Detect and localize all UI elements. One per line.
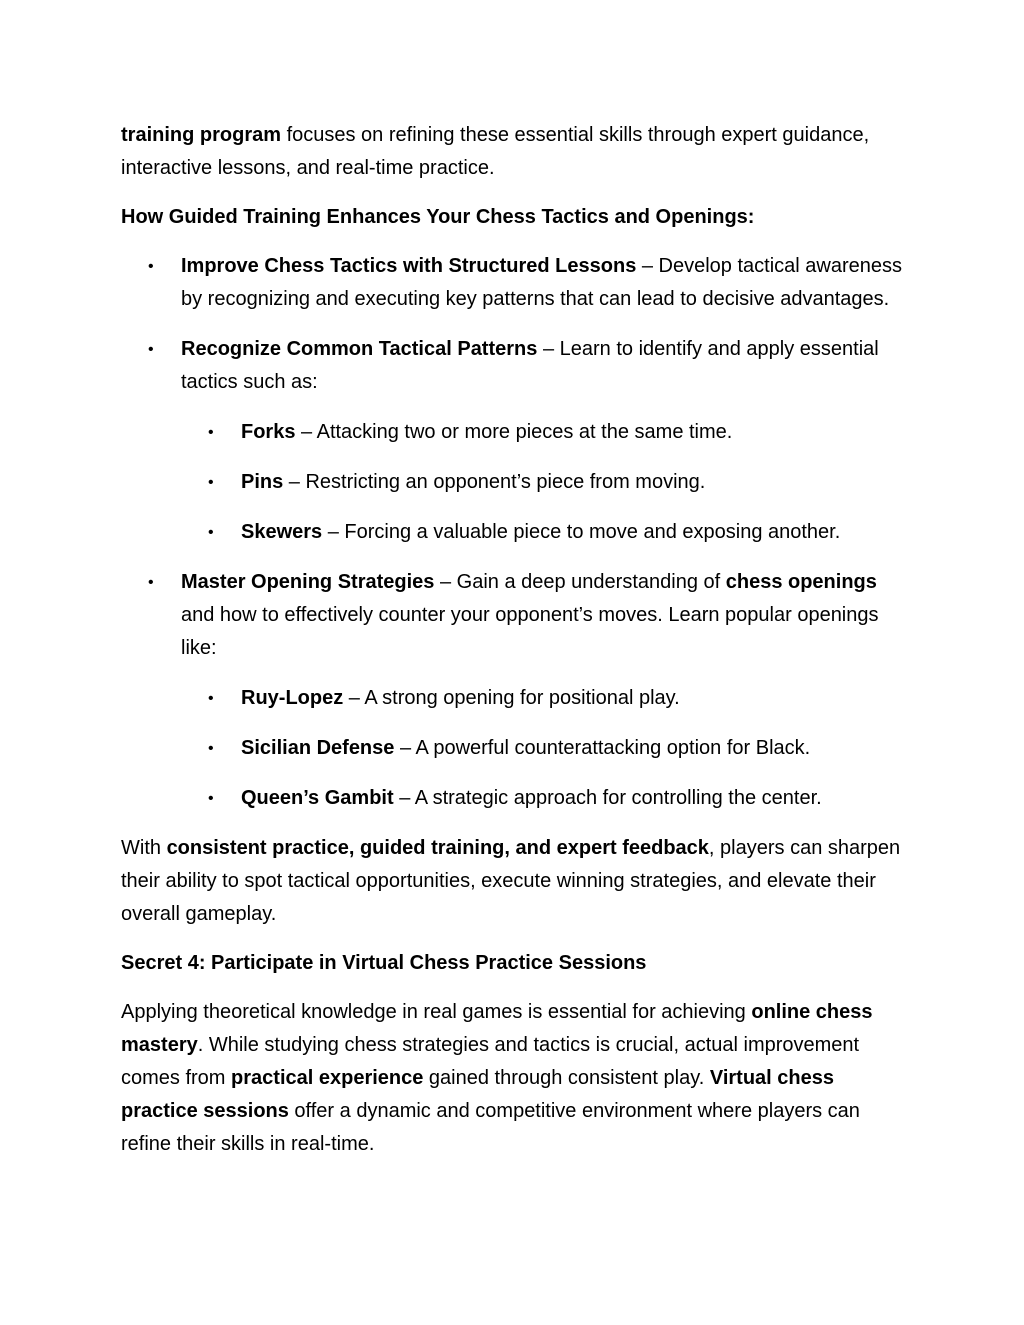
sublist-item-title: Pins [241, 471, 284, 493]
secret4-text: gained through consistent play. [423, 1067, 710, 1089]
secret4-paragraph [121, 996, 911, 1161]
sublist-item [181, 466, 911, 499]
list-item-title: Master Opening Strategies [181, 571, 435, 593]
sublist-item-text: – A strong opening for positional play. [343, 687, 680, 709]
intro-bold-term: training program [121, 124, 282, 146]
list-item-text: – Gain a deep understanding of [434, 571, 726, 593]
secret4-heading: Secret 4: Participate in Virtual Chess Practice Sessions [121, 952, 647, 974]
list-item-patterns [121, 333, 911, 549]
closing-paragraph [121, 832, 911, 931]
sublist-item-title: Skewers [241, 521, 323, 543]
benefits-list [121, 250, 911, 815]
list-item-text: – Learn to identify and apply essential tactics such as: [181, 338, 879, 393]
list-item-text: and how to effectively counter your opponent’s moves. Learn popular openings like: [181, 604, 879, 659]
list-item-title: Recognize Common Tactical Patterns [181, 338, 538, 360]
sublist-item-title: Forks [241, 421, 296, 443]
sublist-item [181, 732, 911, 765]
sublist-item-text: – Attacking two or more pieces at the same time. [295, 421, 733, 443]
document-page [121, 119, 911, 1177]
closing-text: With [121, 837, 167, 859]
section-heading: How Guided Training Enhances Your Chess Tactics and Openings: [121, 206, 755, 228]
openings-sublist [181, 682, 911, 815]
secret4-text: Applying theoretical knowledge in real games is essential for achieving [121, 1001, 752, 1023]
intro-text: focuses on refining these essential skills through expert guidance, interactive lessons, and real-time practice. [121, 124, 870, 179]
list-item-text: – Develop tactical awareness by recognizing and executing key patterns that can lead to decisive advantages. [181, 255, 903, 310]
patterns-sublist [181, 416, 911, 549]
sublist-item [181, 416, 911, 449]
sublist-item-title: Queen’s Gambit [241, 787, 394, 809]
sublist-item-text: – A strategic approach for controlling the center. [393, 787, 822, 809]
list-item-title: Improve Chess Tactics with Structured Lessons [181, 255, 637, 277]
secret4-bold-term: practical experience [231, 1067, 424, 1089]
sublist-item [181, 682, 911, 715]
sublist-item-title: Sicilian Defense [241, 737, 395, 759]
sublist-item [181, 782, 911, 815]
secret4-text: . While studying chess strategies and tactics is crucial, actual improvement comes from [121, 1034, 860, 1089]
list-item-tactics [121, 250, 911, 316]
sublist-item-text: – Restricting an opponent’s piece from moving. [283, 471, 706, 493]
secret4-text: offer a dynamic and competitive environment where players can refine their skills in real-time. [121, 1100, 860, 1155]
sublist-item-text: – Forcing a valuable piece to move and exposing another. [322, 521, 841, 543]
list-item-openings [121, 566, 911, 815]
closing-text: , players can sharpen their ability to spot tactical opportunities, execute winning strategies, and elevate their overall gameplay. [121, 837, 901, 925]
sublist-item-title: Ruy-Lopez [241, 687, 344, 709]
secret4-bold-term: online chess mastery [121, 1001, 873, 1056]
intro-paragraph [121, 119, 911, 185]
sublist-item [181, 516, 911, 549]
list-item-bold-term: chess openings [725, 571, 877, 593]
closing-bold-term: consistent practice, guided training, and expert feedback [166, 837, 709, 859]
secret4-bold-term: Virtual chess practice sessions [121, 1067, 834, 1122]
sublist-item-text: – A powerful counterattacking option for Black. [394, 737, 811, 759]
